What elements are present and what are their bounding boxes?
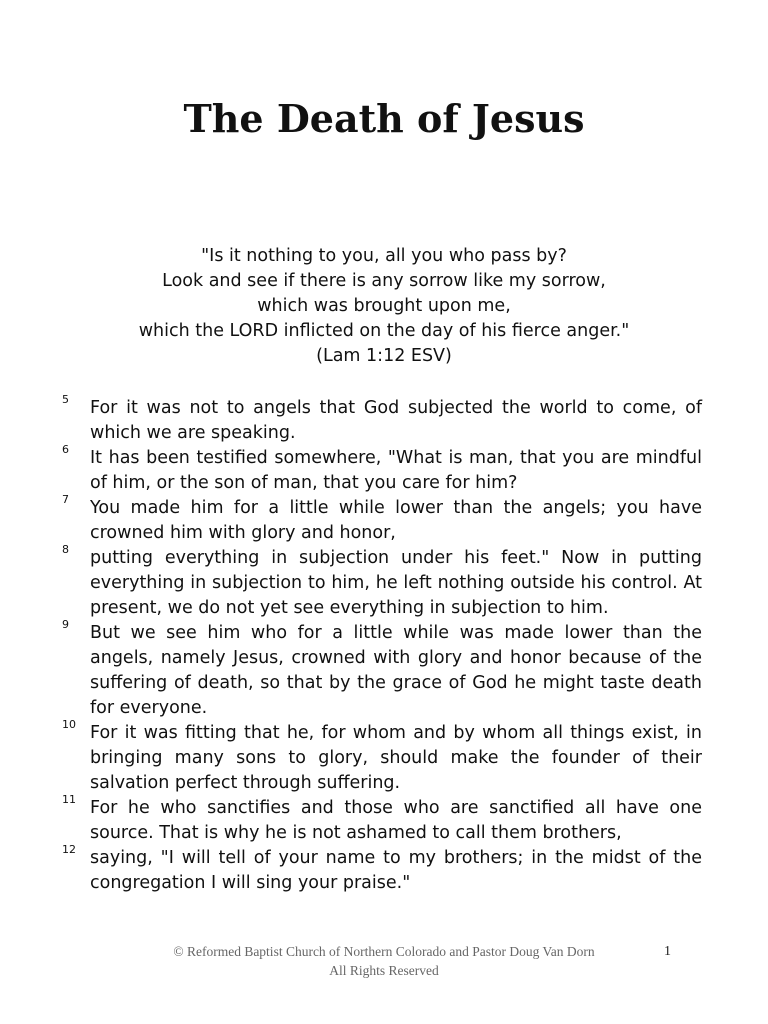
- verse-text: It has been testified somewhere, "What is man, that you are mindful of him, or the son of man, that you care for him?: [90, 448, 702, 493]
- epigraph-line: "Is it nothing to you, all you who pass by?: [201, 246, 567, 266]
- verse-number: 10: [62, 718, 76, 731]
- verse-text: putting everything in subjection under his feet." Now in putting everything in subjection to him, he left nothing outside his control. At present, we do not yet see everything in subjection to him.: [90, 548, 702, 618]
- epigraph-line: which the LORD inflicted on the day of his fierce anger.": [138, 321, 630, 341]
- scripture-passage: [56, 393, 702, 896]
- page-number: 1: [664, 944, 671, 959]
- epigraph-line: Look and see if there is any sorrow like my sorrow,: [162, 271, 606, 291]
- verse-number: 7: [62, 493, 69, 506]
- verse: [56, 443, 702, 496]
- rights-reserved-line: All Rights Reserved: [329, 963, 439, 978]
- epigraph-line: which was brought upon me,: [257, 296, 511, 316]
- verse: [56, 718, 702, 796]
- verse: [56, 393, 702, 446]
- verse: [56, 843, 702, 896]
- verse-text: But we see him who for a little while was made lower than the angels, namely Jesus, crowned with glory and honor because of the suffering of death, so that by the grace of God he might taste death for everyone.: [90, 623, 702, 718]
- epigraph-citation: (Lam 1:12 ESV): [316, 346, 452, 366]
- verse-number: 5: [62, 393, 69, 406]
- verse-number: 11: [62, 793, 76, 806]
- verse-number: 9: [62, 618, 69, 631]
- verse: [56, 493, 702, 546]
- verse-text: For he who sanctifies and those who are sanctified all have one source. That is why he is not ashamed to call them brothers,: [90, 798, 702, 843]
- epigraph-quote: [0, 244, 768, 369]
- copyright-line: © Reformed Baptist Church of Northern Colorado and Pastor Doug Van Dorn: [173, 944, 595, 959]
- verse: [56, 543, 702, 621]
- verse: [56, 793, 702, 846]
- verse-text: For it was not to angels that God subjected the world to come, of which we are speaking.: [90, 398, 702, 443]
- page-title: The Death of Jesus: [183, 96, 585, 141]
- verse-number: 12: [62, 843, 76, 856]
- verse-number: 6: [62, 443, 69, 456]
- verse: [56, 618, 702, 721]
- verse-number: 8: [62, 543, 69, 556]
- verse-text: saying, "I will tell of your name to my brothers; in the midst of the congregation I will sing your praise.": [90, 848, 702, 893]
- verse-text: For it was fitting that he, for whom and by whom all things exist, in bringing many sons to glory, should make the founder of their salvation perfect through suffering.: [90, 723, 702, 793]
- verse-text: You made him for a little while lower than the angels; you have crowned him with glory and honor,: [90, 498, 702, 543]
